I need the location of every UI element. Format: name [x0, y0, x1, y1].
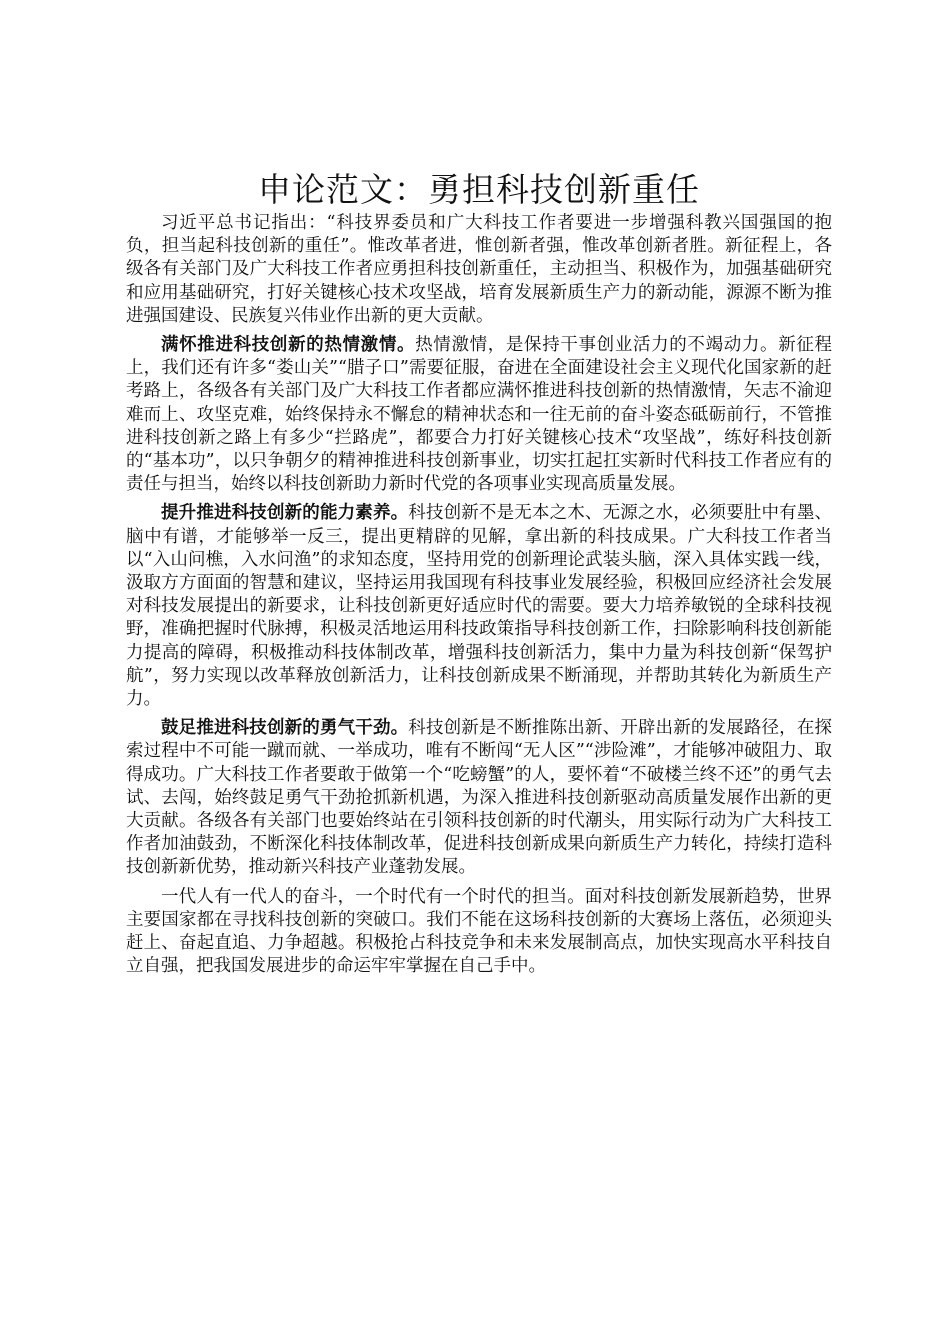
paragraph-intro [126, 212, 832, 328]
paragraph-conclusion [126, 886, 832, 979]
paragraph-courage [126, 717, 832, 879]
paragraph-text: 科技创新不是无本之木、无源之水，必须要肚中有墨、脑中有谱，才能够举一反三，提出更精辟的见解，拿出新的科技成果。广大科技工作者当以“入山问樵，入水问渔”的求知态度，坚持用党的创新理论武装头脑，深入具体实践一线，汲取方方面面的智慧和建议，坚持运用我国现有科技事业发展经验，积极回应经济社会发展对科技发展提出的新要求，让科技创新更好适应时代的需要。要大力培养敏锐的全球科技视野，准确把握时代脉搏，积极灵活地运用科技政策指导科技创新工作，扫除影响科技创新能力提高的障碍，积极推动科技体制改革，增强科技创新活力，集中力量为科技创新“保驾护航”，努力实现以改革释放创新活力，让科技创新成果不断涌现，并帮助其转化为新质生产力。 [126, 503, 833, 710]
paragraph-ability [126, 502, 832, 711]
paragraph-text: 习近平总书记指出：“科技界委员和广大科技工作者要进一步增强科教兴国强国的抱负，担当起科技创新的重任”。惟改革者进，惟创新者强，惟改革创新者胜。新征程上，各级各有关部门及广大科技工作者应勇担科技创新重任，主动担当、积极作为，加强基础研究和应用基础研究，打好关键核心技术攻坚战，培育发展新质生产力的新动能，源源不断为推进强国建设、民族复兴伟业作出新的更大贡献。 [126, 213, 832, 326]
paragraph-text: 一代人有一代人的奋斗，一个时代有一个时代的担当。面对科技创新发展新趋势，世界主要国家都在寻找科技创新的突破口。我们不能在这场科技创新的大赛场上落伍，必须迎头赶上、奋起直追、力争超越。积极抢占科技竞争和未来发展制高点，加快实现高水平科技自立自强，把我国发展进步的命运牢牢掌握在自己手中。 [126, 886, 832, 977]
paragraph-text: 科技创新是不断推陈出新、开辟出新的发展路径，在探索过程中不可能一蹴而就、一举成功，唯有不断闯“无人区”“涉险滩”，才能够冲破阻力、取得成功。广大科技工作者要敢于做第一个“吃螃蟹”的人，要怀着“不破楼兰终不还”的勇气去试、去闯，始终鼓足勇气干劲抢抓新机遇，为深入推进科技创新驱动高质量发展作出新的更大贡献。各级各有关部门也要始终站在引领科技创新的时代潮头，用实际行动为广大科技工作者加油鼓劲，不断深化科技体制改革，促进科技创新成果向新质生产力转化，持续打造科技创新新优势，推动新兴科技产业蓬勃发展。 [126, 718, 833, 878]
paragraph-lead: 满怀推进科技创新的热情激情。 [161, 335, 416, 356]
document-title: 申论范文：勇担科技创新重任 [258, 170, 700, 209]
document-page [126, 170, 832, 985]
paragraph-text: 热情激情，是保持干事创业活力的不竭动力。新征程上，我们还有许多“娄山关”“腊子口”需要征服，奋进在全面建设社会主义现代化国家新的赶考路上，各级各有关部门及广大科技工作者都应满怀推进科技创新的热情激情，矢志不渝迎难而上、攻坚克难，始终保持永不懈怠的精神状态和一往无前的奋斗姿态砥砺前行，不管推进科技创新之路上有多少“拦路虎”，都要合力打好关键核心技术“攻坚战”，练好科技创新的“基本功”，以只争朝夕的精神推进科技创新事业，切实扛起扛实新时代科技工作者应有的责任与担当，始终以科技创新助力新时代党的各项事业实现高质量发展。 [126, 335, 833, 495]
paragraph-lead: 鼓足推进科技创新的勇气干劲。 [161, 718, 409, 739]
paragraph-lead: 提升推进科技创新的能力素养。 [161, 503, 409, 524]
paragraph-passion [126, 334, 832, 496]
